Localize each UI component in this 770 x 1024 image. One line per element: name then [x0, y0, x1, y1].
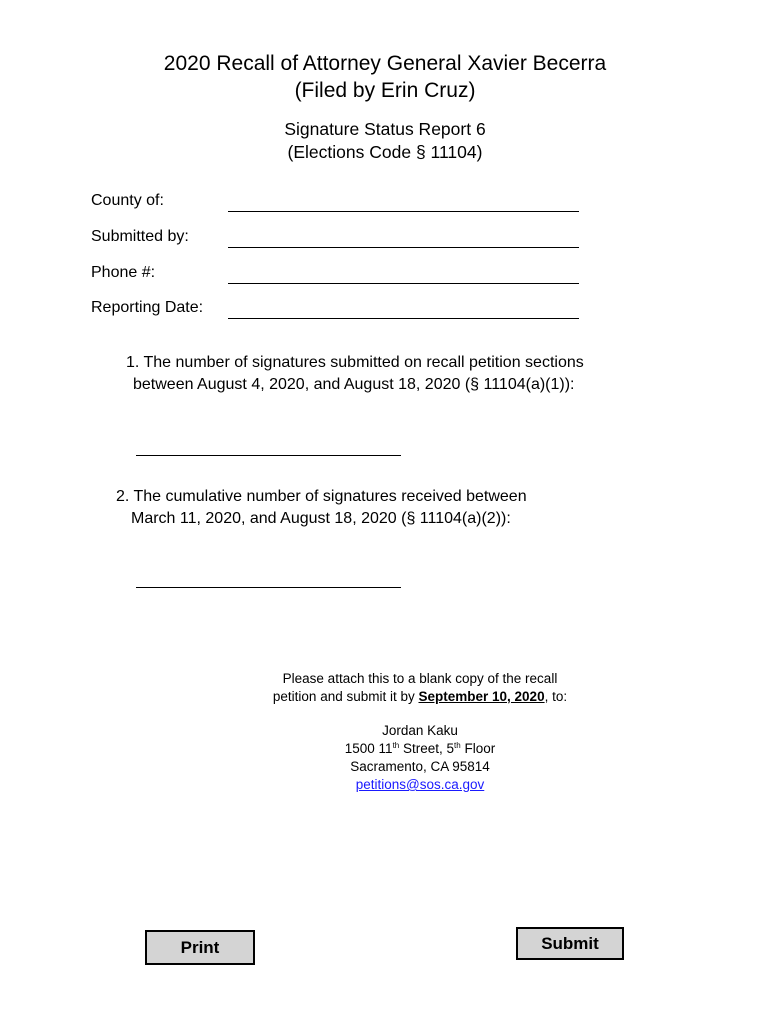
recipient-name: Jordan Kaku [382, 723, 458, 738]
instructions-prefix: petition and submit it by [272, 689, 419, 704]
question-2-answer-field[interactable] [136, 587, 401, 588]
street-number: 1500 11 [344, 741, 393, 756]
email-link[interactable]: petitions@sos.ca.gov [355, 777, 485, 792]
question-2-line-1: 2. The cumulative number of signatures received between [116, 488, 527, 505]
print-button[interactable]: Print [145, 930, 255, 965]
title-line-2: (Filed by Erin Cruz) [294, 79, 476, 102]
question-1-line-2: between August 4, 2020, and August 18, 2020 (§ 11104(a)(1)): [133, 376, 575, 393]
form-title [0, 50, 770, 104]
submitted-by-label: Submitted by: [91, 228, 189, 245]
title-line-1: 2020 Recall of Attorney General Xavier Becerra [163, 52, 607, 75]
submission-instructions [220, 670, 620, 706]
street-number-suffix: th [392, 741, 400, 750]
instructions-line-1: Please attach this to a blank copy of the recall [282, 671, 558, 686]
county-field[interactable] [228, 211, 579, 212]
question-1-answer-field[interactable] [136, 455, 401, 456]
county-label: County of: [91, 192, 164, 209]
subtitle-line-1: Signature Status Report 6 [284, 119, 486, 139]
reporting-date-field[interactable] [228, 318, 579, 319]
street-address [220, 740, 620, 758]
floor-label: Floor [460, 741, 496, 756]
mailing-address [220, 722, 620, 794]
question-2-line-2: March 11, 2020, and August 18, 2020 (§ 11104(a)(2)): [131, 510, 511, 527]
instructions-line-2 [220, 688, 620, 706]
deadline-date: September 10, 2020 [418, 689, 545, 704]
instructions-suffix: , to: [544, 689, 568, 704]
question-2 [116, 486, 527, 530]
question-1 [126, 352, 584, 396]
floor-suffix: th [454, 741, 461, 750]
city-line: Sacramento, CA 95814 [350, 759, 490, 774]
form-subtitle [0, 118, 770, 164]
question-1-line-1: 1. The number of signatures submitted on recall petition sections [126, 354, 584, 371]
phone-label: Phone #: [91, 264, 156, 281]
subtitle-line-2: (Elections Code § 11104) [287, 142, 483, 162]
submit-button[interactable]: Submit [516, 927, 624, 960]
street-name: Street, 5 [399, 741, 455, 756]
phone-field[interactable] [228, 283, 579, 284]
reporting-date-label: Reporting Date: [91, 299, 204, 316]
submitted-by-field[interactable] [228, 247, 579, 248]
